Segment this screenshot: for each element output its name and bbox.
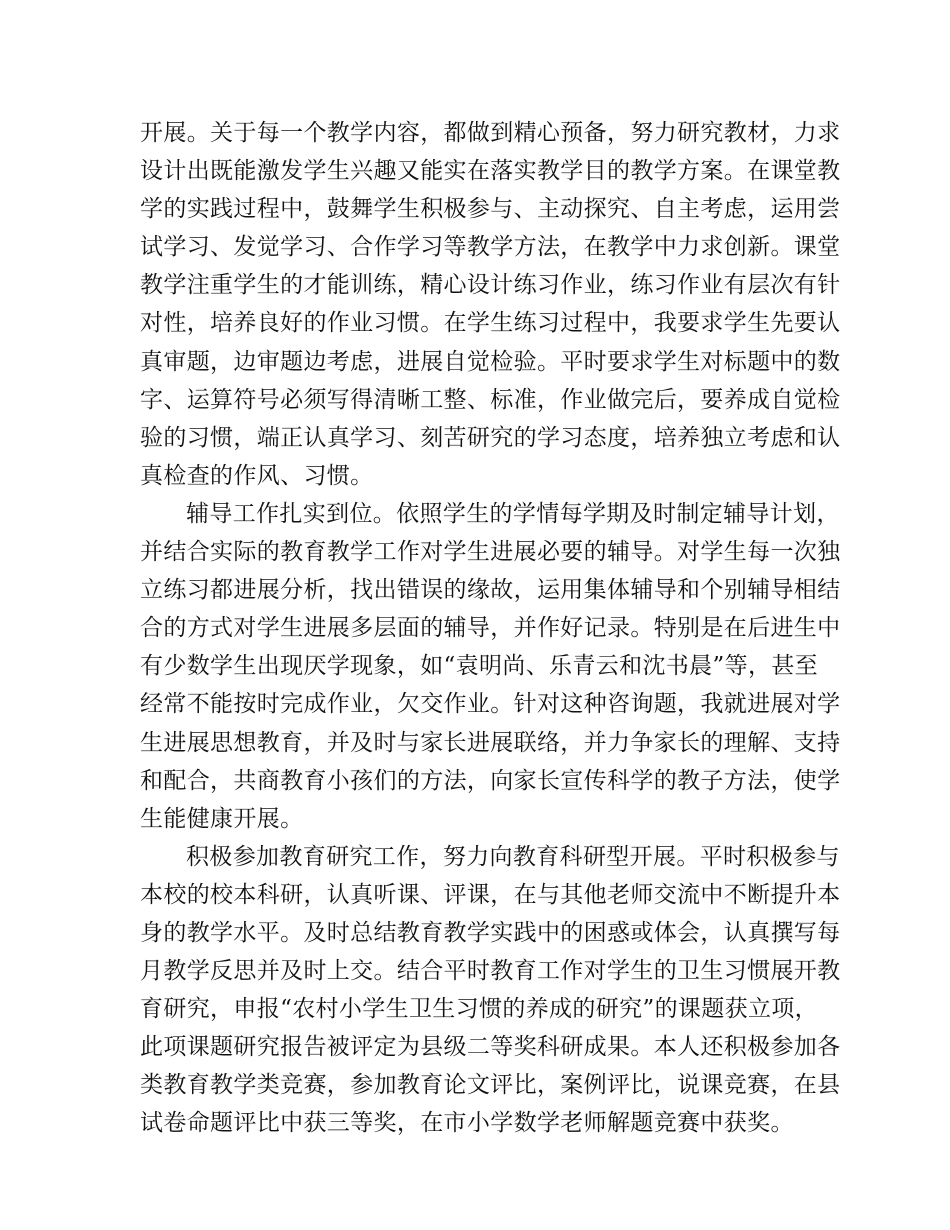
- text-line: 本校的校本科研，认真听课、评课，在与其他老师交流中不断提升本: [140, 881, 841, 908]
- text-line: 月教学反思并及时上交。结合平时教育工作对学生的卫生习惯展开教: [140, 958, 841, 985]
- text-line: 合的方式对学生进展多层面的辅导，并作好记录。特别是在后进生中: [140, 615, 841, 642]
- text-line: 验的习惯，端正认真学习、刻苦研究的学习态度，培养独立考虑和认: [140, 424, 841, 451]
- text-line: 真检查的作风、习惯。: [140, 462, 374, 489]
- text-line: 生能健康开展。: [140, 805, 304, 832]
- text-line: 真审题，边审题边考虑，进展自觉检验。平时要求学生对标题中的数: [140, 348, 841, 375]
- text-line: 学的实践过程中，鼓舞学生积极参与、主动探究、自主考虑，运用尝: [140, 196, 841, 223]
- text-line: 并结合实际的教育教学工作对学生进展必要的辅导。对学生每一次独: [140, 539, 841, 566]
- text-line: 生进展思想教育，并及时与家长进展联络，并力争家长的理解、支持: [140, 729, 841, 756]
- text-line: 试学习、发觉学习、合作学习等教学方法，在教学中力求创新。课堂: [140, 234, 841, 261]
- text-line: 设计出既能激发学生兴趣又能实在落实教学目的教学方案。在课堂教: [140, 158, 841, 185]
- text-line: 试卷命题评比中获三等奖，在市小学数学老师解题竞赛中获奖。: [140, 1110, 794, 1137]
- text-line: 经常不能按时完成作业，欠交作业。针对这种咨询题，我就进展对学: [140, 691, 841, 718]
- paragraph-start-line: 积极参加教育研究工作，努力向教育科研型开展。平时积极参与: [186, 843, 840, 870]
- text-line: 教学注重学生的才能训练，精心设计练习作业，练习作业有层次有针: [140, 272, 841, 299]
- text-line: 立练习都进展分析，找出错误的缘故，运用集体辅导和个别辅导相结: [140, 577, 841, 604]
- text-line: 身的教学水平。及时总结教育教学实践中的困惑或体会，认真撰写每: [140, 919, 841, 946]
- text-line: 开展。关于每一个教学内容，都做到精心预备，努力研究教材，力求: [140, 120, 841, 146]
- text-line: 有少数学生出现厌学现象，如“袁明尚、乐青云和沈书晨”等，甚至: [140, 653, 819, 680]
- text-line: 字、运算符号必须写得清晰工整、标准，作业做完后，要养成自觉检: [140, 386, 841, 413]
- text-line: 类教育教学类竞赛，参加教育论文评比，案例评比，说课竞赛，在县: [140, 1072, 841, 1099]
- text-line: 和配合，共商教育小孩们的方法，向家长宣传科学的教子方法，使学: [140, 767, 841, 794]
- paragraph-start-line: 辅导工作扎实到位。依照学生的学情每学期及时制定辅导计划，: [186, 500, 840, 527]
- text-line: 对性，培养良好的作业习惯。在学生练习过程中，我要求学生先要认: [140, 310, 841, 337]
- text-line: 育研究，申报“农村小学生卫生习惯的养成的研究”的课题获立项，: [140, 996, 819, 1023]
- body-text: [140, 114, 841, 1143]
- text-line: 此项课题研究报告被评定为县级二等奖科研成果。本人还积极参加各: [140, 1034, 841, 1061]
